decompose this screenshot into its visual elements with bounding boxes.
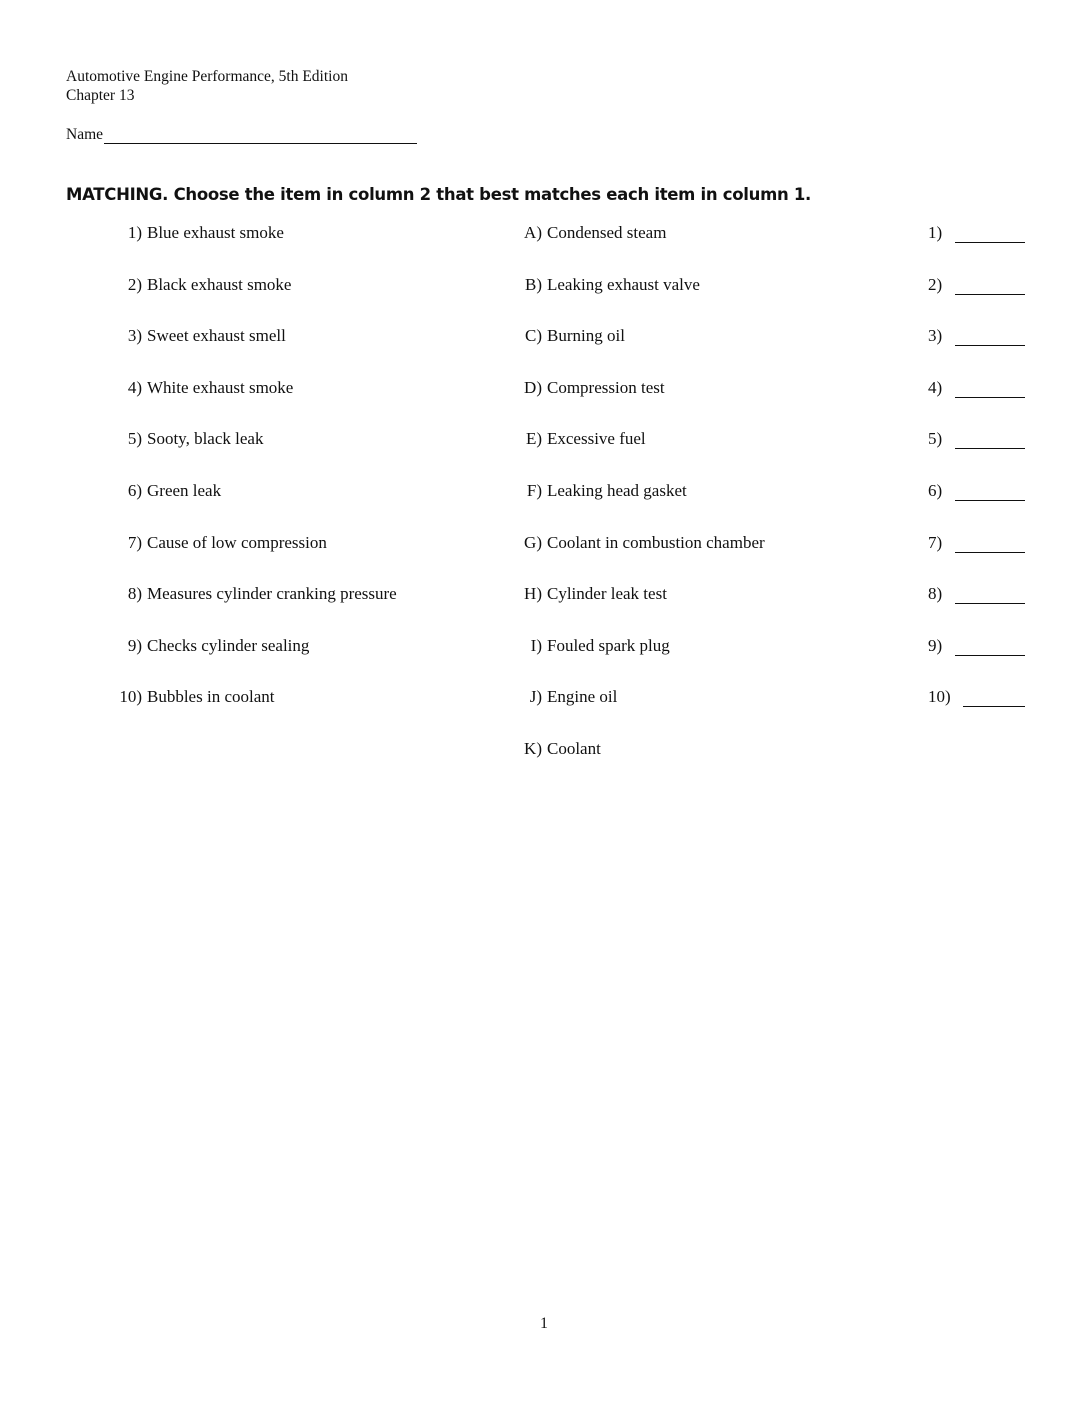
answer-number: 2) (928, 275, 943, 294)
answer-number: 9) (928, 636, 943, 655)
column1-item: White exhaust smoke (147, 378, 294, 397)
matching-row (0, 223, 1088, 247)
name-label: Name (66, 126, 104, 143)
column2-letter: E) (525, 429, 542, 448)
column1-item: Checks cylinder sealing (147, 636, 310, 655)
answer-blank[interactable] (955, 655, 1025, 656)
column2-item: Coolant in combustion chamber (547, 533, 765, 552)
column2-letter: H) (524, 584, 542, 603)
column1-item: Bubbles in coolant (147, 687, 275, 706)
column1-item: Sweet exhaust smell (147, 326, 286, 345)
column2-item: Fouled spark plug (547, 636, 670, 655)
column2-item: Excessive fuel (547, 429, 646, 448)
column2-letter: B) (525, 275, 542, 294)
column2-item: Engine oil (547, 687, 618, 706)
page-number: 1 (540, 1315, 548, 1332)
answer-blank[interactable] (955, 345, 1025, 346)
matching-row (0, 275, 1088, 299)
column2-item: Compression test (547, 378, 665, 397)
matching-row (0, 429, 1088, 453)
column2-letter: G) (524, 533, 542, 552)
column2-letter: A) (524, 223, 542, 242)
book-title: Automotive Engine Performance, 5th Edition (66, 68, 348, 85)
column1-number: 8) (127, 584, 142, 603)
column1-number: 9) (127, 636, 142, 655)
name-field-row (66, 125, 417, 144)
column1-number: 5) (127, 429, 142, 448)
answer-blank[interactable] (955, 448, 1025, 449)
column2-letter: I) (530, 636, 542, 655)
column1-number: 4) (127, 378, 142, 397)
column2-letter: F) (526, 481, 542, 500)
answer-number: 6) (928, 481, 943, 500)
column2-item: Coolant (547, 739, 601, 758)
column1-number: 7) (127, 533, 142, 552)
column1-item: Black exhaust smoke (147, 275, 292, 294)
answer-blank[interactable] (963, 706, 1025, 707)
column1-item: Green leak (147, 481, 222, 500)
answer-number: 8) (928, 584, 943, 603)
answer-number: 5) (928, 429, 943, 448)
column1-item: Cause of low compression (147, 533, 327, 552)
answer-blank[interactable] (955, 552, 1025, 553)
chapter-label: Chapter 13 (66, 87, 135, 104)
matching-row (0, 481, 1088, 505)
answer-number: 1) (928, 223, 943, 242)
column2-item: Condensed steam (547, 223, 667, 242)
column1-number: 6) (127, 481, 142, 500)
answer-blank[interactable] (955, 397, 1025, 398)
column2-item: Cylinder leak test (547, 584, 667, 603)
column2-item: Leaking exhaust valve (547, 275, 700, 294)
column1-item: Blue exhaust smoke (147, 223, 284, 242)
answer-blank[interactable] (955, 603, 1025, 604)
matching-row (0, 584, 1088, 608)
column1-item: Measures cylinder cranking pressure (147, 584, 397, 603)
answer-number: 10) (928, 687, 951, 706)
column1-number: 10) (119, 687, 142, 706)
name-blank-line[interactable] (104, 125, 417, 144)
column2-letter: J) (529, 687, 542, 706)
matching-instructions: MATCHING. Choose the item in column 2 that best matches each item in column 1. (66, 185, 812, 204)
answer-number: 3) (928, 326, 943, 345)
column2-letter: K) (524, 739, 542, 758)
matching-row (0, 378, 1088, 402)
matching-row (0, 326, 1088, 350)
column1-number: 2) (127, 275, 142, 294)
answer-number: 4) (928, 378, 943, 397)
matching-row (0, 533, 1088, 557)
column2-letter: C) (525, 326, 542, 345)
column1-number: 3) (127, 326, 142, 345)
answer-number: 7) (928, 533, 943, 552)
column2-item: Burning oil (547, 326, 625, 345)
column2-item: Leaking head gasket (547, 481, 687, 500)
column1-number: 1) (127, 223, 142, 242)
answer-blank[interactable] (955, 294, 1025, 295)
answer-blank[interactable] (955, 500, 1025, 501)
matching-row (0, 739, 1088, 763)
column1-item: Sooty, black leak (147, 429, 264, 448)
column2-letter: D) (524, 378, 542, 397)
matching-row (0, 687, 1088, 711)
matching-row (0, 636, 1088, 660)
answer-blank[interactable] (955, 242, 1025, 243)
